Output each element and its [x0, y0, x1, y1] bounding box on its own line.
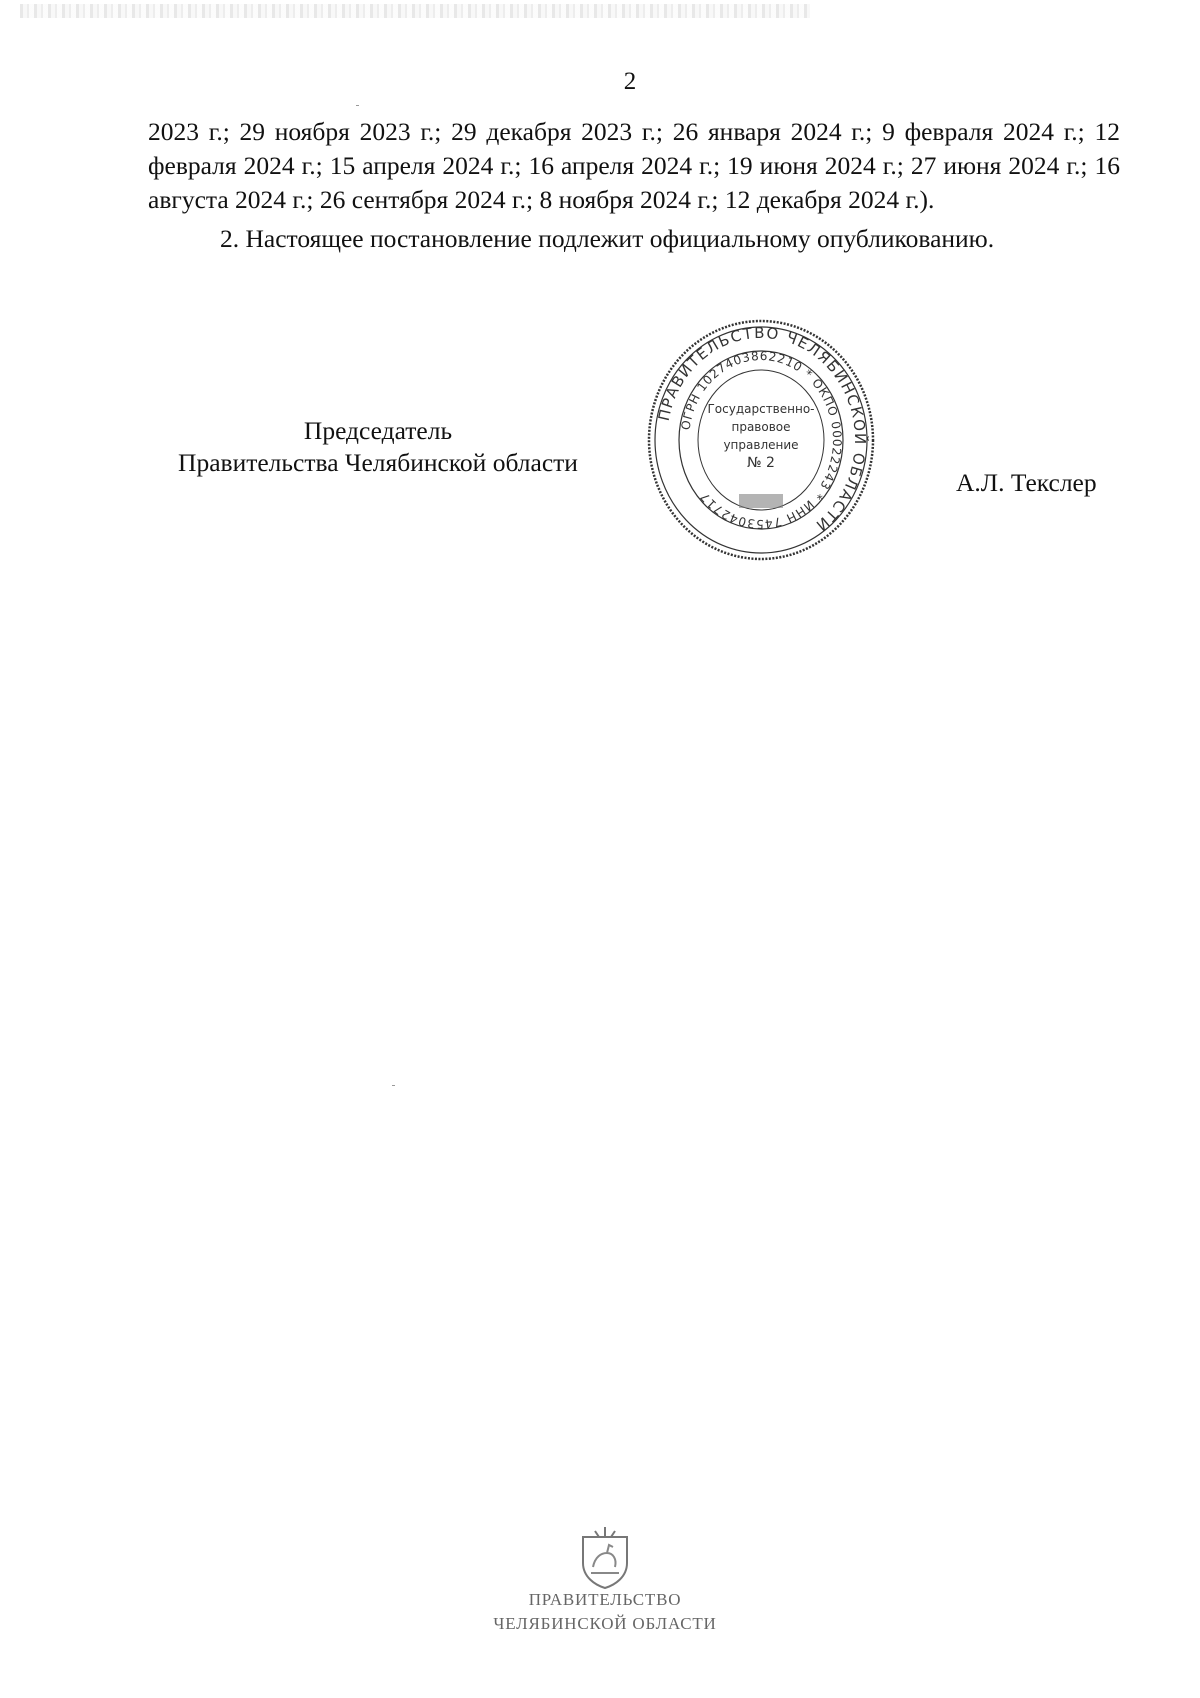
seal-emblem-mark — [739, 494, 783, 508]
signatory-position-line2: Правительства Челябинской области — [178, 448, 578, 477]
seal-center-line2: правовое — [731, 420, 791, 434]
signatory-name: А.Л. Текслер — [956, 468, 1097, 497]
signatory-position — [148, 415, 608, 479]
signatory-position-line1: Председатель — [303, 416, 453, 445]
seal-ring-text-path: ОГРН 1027403862210 * ОКПО 00022243 * ИНН 7453042717 — [678, 348, 845, 532]
document-body — [148, 115, 1120, 256]
scan-speck — [356, 105, 359, 106]
scan-speck — [392, 1085, 395, 1086]
page-number: 2 — [623, 68, 637, 95]
seal-center-line1: Государственно- — [707, 402, 815, 416]
scan-edge-artifact — [20, 4, 810, 18]
seal-center-text — [707, 402, 814, 471]
official-seal-stamp — [646, 318, 876, 563]
seal-center-line3: управление — [723, 438, 799, 452]
footer-org-name-line1: ПРАВИТЕЛЬСТВО — [528, 1590, 682, 1609]
paragraph-dates-list: 2023 г.; 29 ноября 2023 г.; 29 декабря 2023 г.; 26 января 2024 г.; 9 февраля 2024 г.; 12 февраля 2024 г.; 15 апреля 2024 г.; 16 апреля 2024 г.; 19 июня 2024 г.; 27 июня 2024 г.; 16 августа 2024 г.; 26 сентября 2024 г.; 8 ноября 2024 г.; 12 декабря 2024 г.). — [148, 117, 1120, 214]
footer-org-name-line2: ЧЕЛЯБИНСКОЙ ОБЛАСТИ — [493, 1614, 717, 1633]
seal-outer-text-path: ПРАВИТЕЛЬСТВО ЧЕЛЯБИНСКОЙ ОБЛАСТИ — [654, 323, 870, 536]
coat-of-arms-icon — [577, 1523, 633, 1589]
paragraph-publication: 2. Настоящее постановление подлежит официальному опубликованию. — [220, 224, 995, 253]
seal-center-line4: № 2 — [747, 455, 775, 471]
